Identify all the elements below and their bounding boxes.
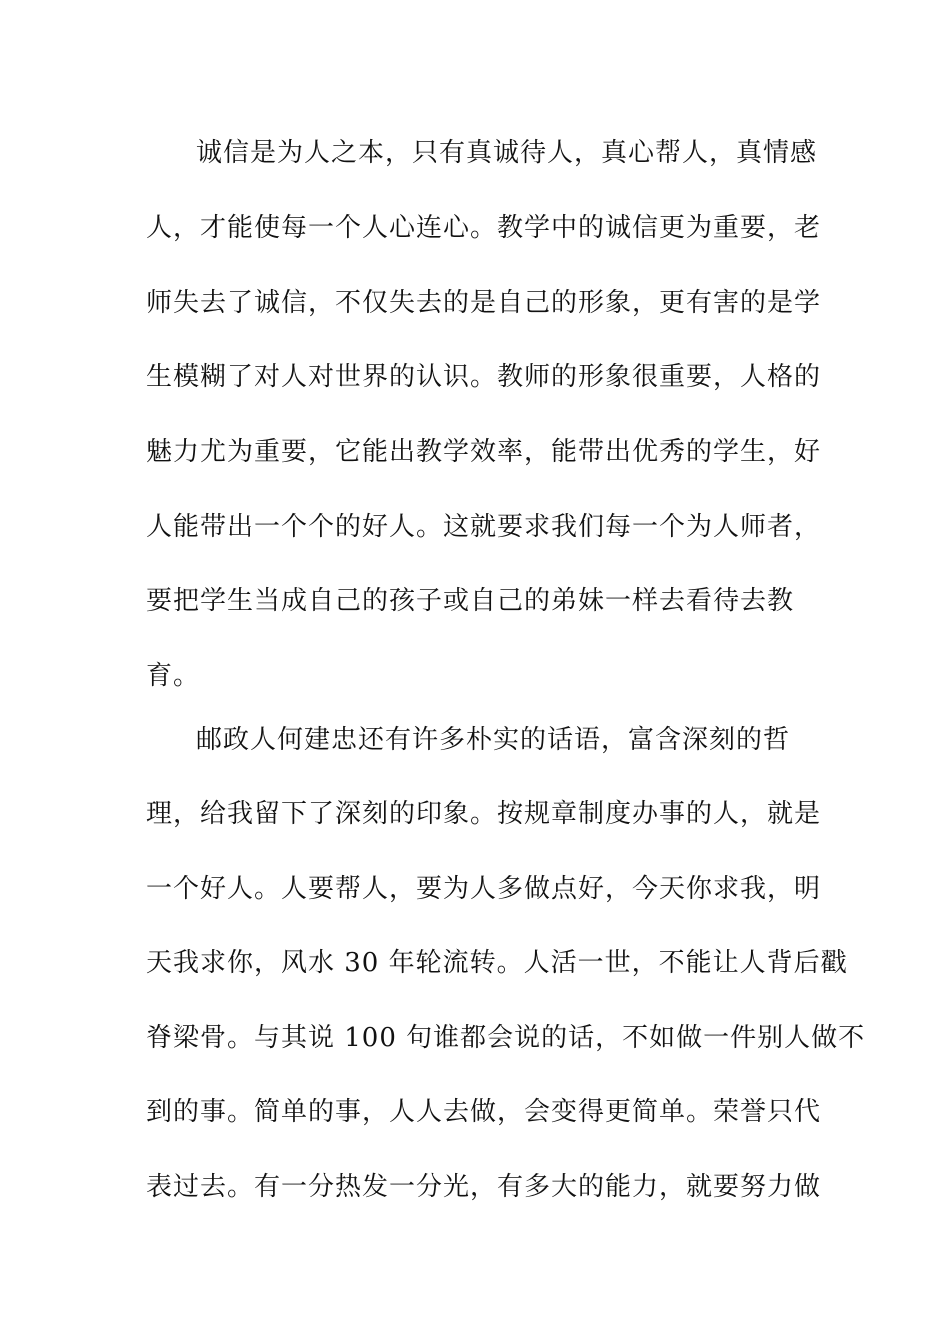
paragraph-1-line-4: 生模糊了对人对世界的认识。教师的形象很重要，人格的 (146, 362, 822, 392)
paragraph-1-line-3: 师失去了诚信，不仅失去的是自己的形象，更有害的是学 (146, 288, 822, 318)
paragraph-1-line-7: 要把学生当成自己的孩子或自己的弟妹一样去看待去教 (146, 586, 795, 616)
paragraph-1-line-6: 人能带出一个个的好人。这就要求我们每一个为人师者， (146, 512, 822, 542)
paragraph-2-line-5: 脊梁骨。与其说 100 句谁都会说的话，不如做一件别人做不 (146, 1023, 866, 1053)
paragraph-1-line-5: 魅力尤为重要，它能出教学效率，能带出优秀的学生，好 (146, 437, 822, 467)
paragraph-2-line-2: 理，给我留下了深刻的印象。按规章制度办事的人，就是 (146, 799, 822, 829)
paragraph-2-line-7: 表过去。有一分热发一分光，有多大的能力，就要努力做 (146, 1172, 822, 1202)
paragraph-2-line-4: 天我求你，风水 30 年轮流转。人活一世，不能让人背后戳 (146, 948, 848, 978)
paragraph-2-line-3: 一个好人。人要帮人，要为人多做点好，今天你求我，明 (146, 874, 822, 904)
paragraph-1-line-1: 诚信是为人之本，只有真诚待人，真心帮人，真情感 (196, 138, 818, 168)
paragraph-2-line-6: 到的事。简单的事，人人去做，会变得更简单。荣誉只代 (146, 1097, 822, 1127)
paragraph-1-line-2: 人，才能使每一个人心连心。教学中的诚信更为重要，老 (146, 213, 822, 243)
paragraph-1-line-8: 育。 (146, 661, 201, 691)
paragraph-2-line-1: 邮政人何建忠还有许多朴实的话语，富含深刻的哲 (196, 725, 791, 755)
